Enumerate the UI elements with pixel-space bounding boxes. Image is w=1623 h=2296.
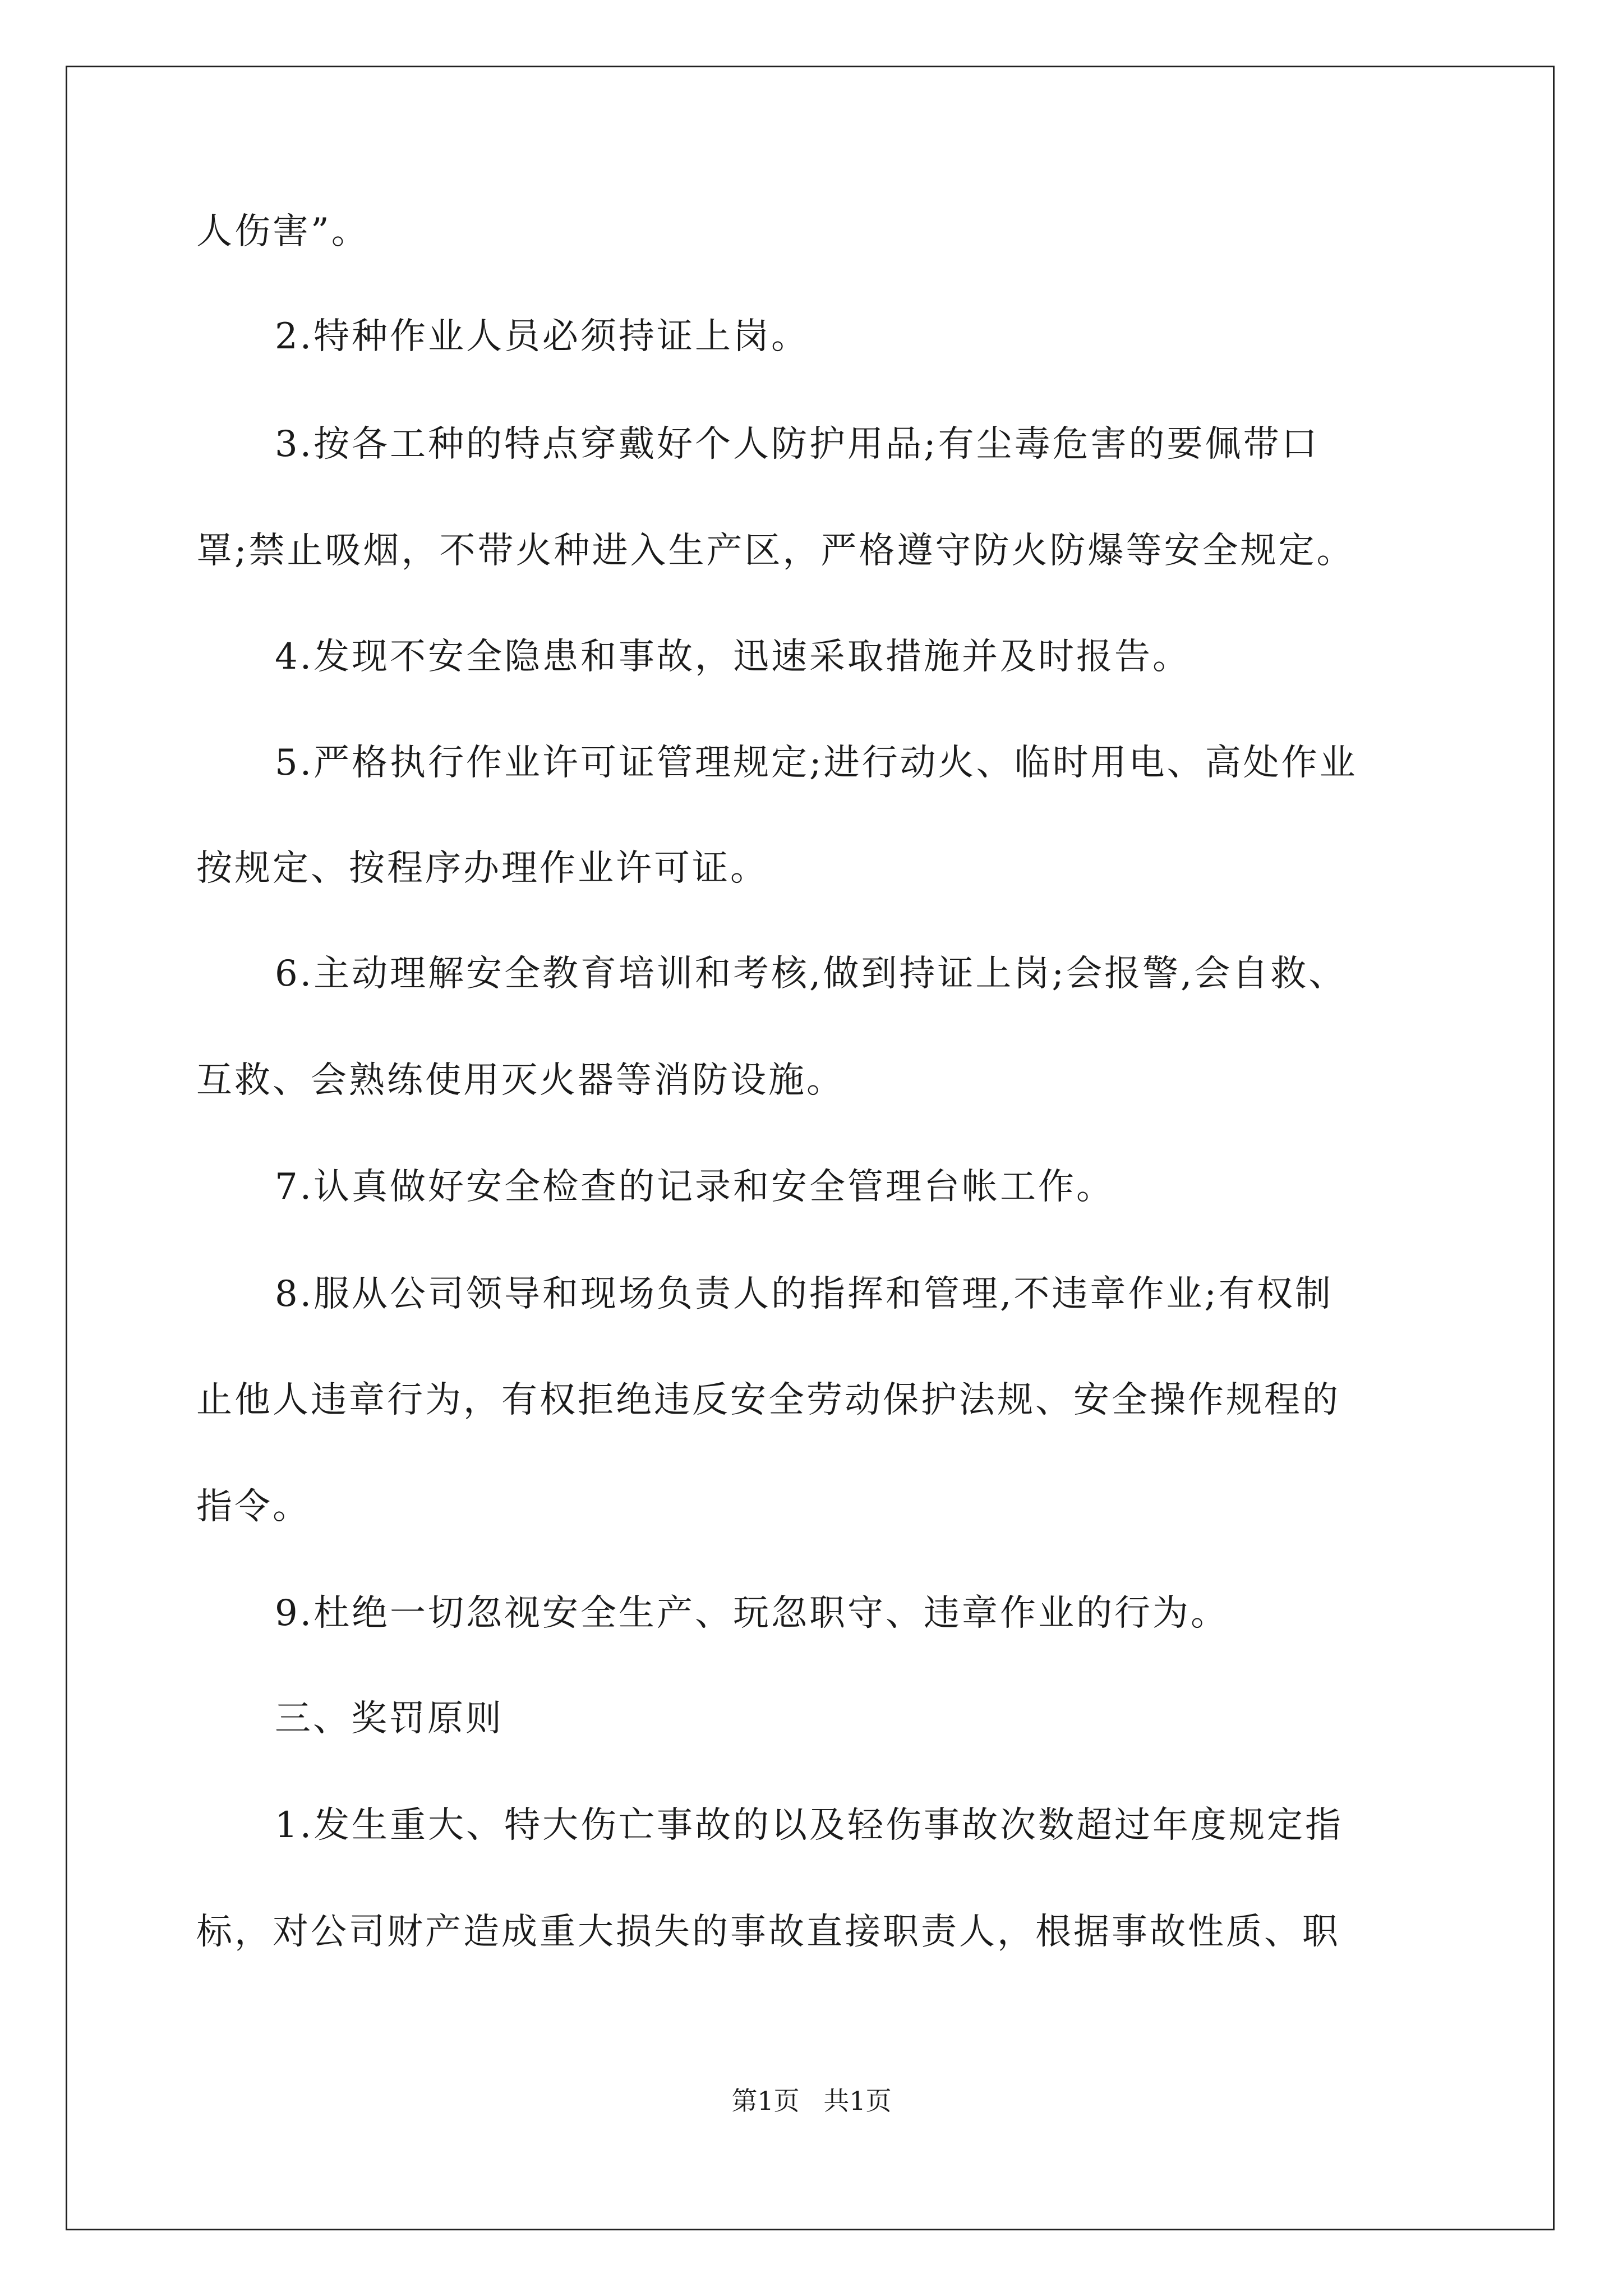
text-line: 互救、会熟练使用灭火器等消防设施。 — [196, 1060, 845, 1101]
text-line: 8.服从公司领导和现场负责人的指挥和管理,不违章作业;有权制 — [275, 1273, 1333, 1315]
page-footer — [0, 2084, 1623, 2118]
page-total: 共1页 — [823, 2086, 892, 2116]
text-line: 止他人违章行为，有权拒绝违反安全劳动保护法规、安全操作规程的 — [196, 1379, 1340, 1421]
text-line: 人伤害”。 — [196, 211, 370, 252]
text-line: 7.认真做好安全检查的记录和安全管理台帐工作。 — [275, 1166, 1115, 1208]
text-line: 9.杜绝一切忽视安全生产、玩忽职守、违章作业的行为。 — [275, 1593, 1229, 1634]
section-heading: 三、奖罚原则 — [275, 1698, 504, 1740]
text-line: 罩;禁止吸烟，不带火种进入生产区，严格遵守防火防爆等安全规定。 — [196, 530, 1355, 572]
text-line: 4.发现不安全隐患和事故，迅速采取措施并及时报告。 — [275, 636, 1191, 678]
text-line: 3.按各工种的特点穿戴好个人防护用品;有尘毒危害的要佩带口 — [275, 424, 1320, 465]
text-line: 2.特种作业人员必须持证上岗。 — [275, 316, 810, 357]
text-line: 指令。 — [196, 1486, 311, 1527]
page-number: 第1页 — [731, 2086, 800, 2116]
text-line: 5.严格执行作业许可证管理规定;进行动火、临时用电、高处作业 — [275, 742, 1358, 784]
text-line: 1.发生重大、特大伤亡事故的以及轻伤事故次数超过年度规定指 — [275, 1805, 1344, 1846]
text-line: 6.主动理解安全教育培训和考核,做到持证上岗;会报警,会自救、 — [275, 953, 1347, 995]
text-line: 标，对公司财产造成重大损失的事故直接职责人，根据事故性质、职 — [196, 1911, 1340, 1953]
text-line: 按规定、按程序办理作业许可证。 — [196, 848, 768, 889]
